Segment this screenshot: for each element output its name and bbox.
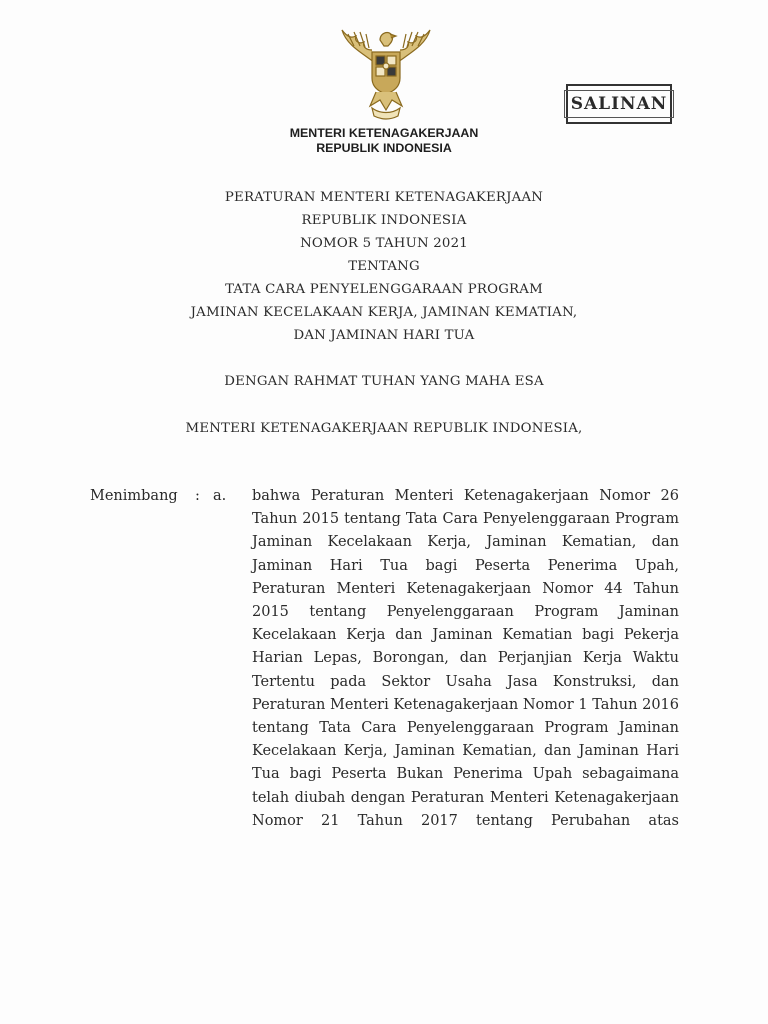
considerations-text-line: Jaminan Kecelakaan Kerja, Jaminan Kematian, dan: [252, 534, 679, 551]
considerations-colon: :: [195, 488, 200, 504]
considerations-text-line: Harian Lepas, Borongan, dan Perjanjian Kerja Waktu: [252, 650, 679, 667]
issuer-line: MENTERI KETENAGAKERJAAN REPUBLIK INDONESIA,: [185, 421, 583, 436]
title-line: NOMOR 5 TAHUN 2021: [300, 236, 468, 251]
considerations-text-line: Nomor 21 Tahun 2017 tentang Perubahan atas: [252, 812, 679, 829]
considerations-label: Menimbang: [90, 488, 178, 504]
considerations-text-line: Peraturan Menteri Ketenagakerjaan Nomor 1 Tahun 2016: [252, 696, 679, 713]
considerations-text-line: Tua bagi Peserta Bukan Penerima Upah sebagaimana: [252, 766, 679, 783]
considerations-text-line: Tertentu pada Sektor Usaha Jasa Konstruksi, dan: [252, 673, 679, 690]
considerations-text-line: telah diubah dengan Peraturan Menteri Ketenagakerjaan: [252, 789, 679, 806]
title-line: TENTANG: [348, 259, 420, 274]
considerations-point: a.: [213, 488, 227, 504]
title-line: PERATURAN MENTERI KETENAGAKERJAAN: [224, 190, 544, 205]
considerations-text-line: Jaminan Hari Tua bagi Peserta Penerima Upah,: [252, 557, 679, 574]
considerations-text-line: 2015 tentang Penyelenggaraan Program Jaminan: [252, 604, 679, 620]
invocation: DENGAN RAHMAT TUHAN YANG MAHA ESA: [224, 374, 544, 389]
salinan-label: SALINAN: [564, 90, 675, 118]
institution-line-2: REPUBLIK INDONESIA: [316, 141, 452, 155]
salinan-stamp: [566, 84, 672, 124]
title-line: JAMINAN KECELAKAAN KERJA, JAMINAN KEMATIAN,: [190, 305, 578, 320]
considerations-text-line: bahwa Peraturan Menteri Ketenagakerjaan Nomor 26: [252, 488, 679, 504]
considerations-text-line: tentang Tata Cara Penyelenggaraan Program Jaminan: [252, 720, 679, 736]
considerations-text-line: Tahun 2015 tentang Tata Cara Penyelenggaraan Program: [252, 511, 679, 528]
title-line: REPUBLIK INDONESIA: [301, 213, 467, 228]
institution-line-1: MENTERI KETENAGAKERJAAN: [289, 126, 479, 140]
considerations-text-line: Kecelakaan Kerja, Jaminan Kematian, dan Jaminan Hari: [252, 743, 679, 760]
title-line: TATA CARA PENYELENGGARAAN PROGRAM: [225, 282, 543, 297]
considerations-text-line: Peraturan Menteri Ketenagakerjaan Nomor 44 Tahun: [252, 580, 679, 597]
garuda-emblem-icon: [334, 22, 438, 122]
considerations-text-line: Kecelakaan Kerja dan Jaminan Kematian bagi Pekerja: [252, 627, 679, 644]
title-line: DAN JAMINAN HARI TUA: [293, 328, 475, 343]
